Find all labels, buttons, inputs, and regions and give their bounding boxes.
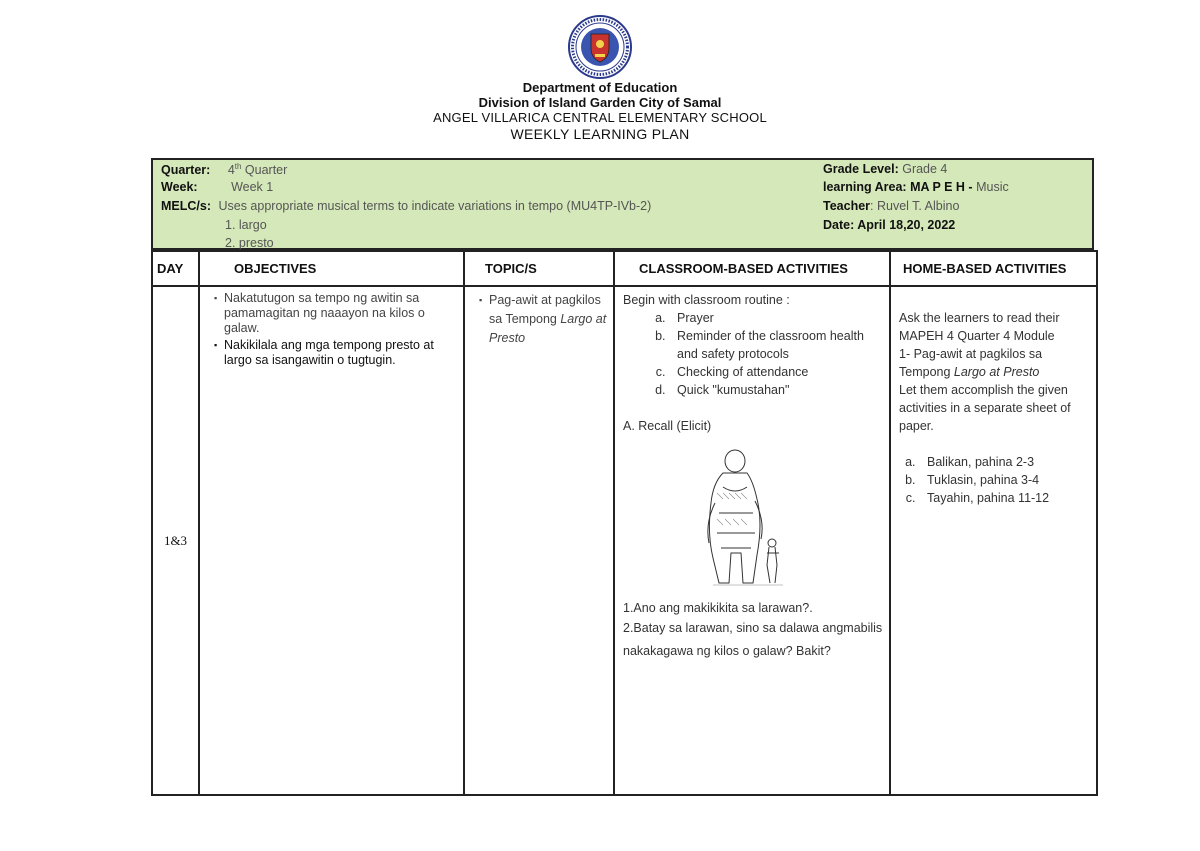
area-value: Music bbox=[976, 180, 1009, 194]
objectives-list bbox=[202, 291, 457, 368]
melc-item-2: 2. presto bbox=[225, 236, 274, 250]
home-task-item: a. Balikan, pahina 2-3 bbox=[919, 453, 1090, 471]
quarter-value bbox=[228, 163, 287, 177]
home-task-item: b. Tuklasin, pahina 3-4 bbox=[919, 471, 1090, 489]
objectives-cell bbox=[199, 286, 464, 795]
home-cell bbox=[890, 286, 1097, 795]
topics-list bbox=[467, 291, 607, 348]
home-instruction: Let them accomplish the given activities in a separate sheet of paper. bbox=[899, 383, 1071, 433]
header-classroom: CLASSROOM-BASED ACTIVITIES bbox=[614, 251, 890, 286]
home-task-item: c. Tayahin, pahina 11-12 bbox=[919, 489, 1090, 507]
plan-info-box bbox=[151, 158, 1094, 250]
quarter-number: 4 bbox=[227, 163, 235, 178]
routine-intro: Begin with classroom routine : bbox=[623, 293, 790, 307]
melc-label: MELC/s: bbox=[161, 199, 211, 213]
plan-title: WEEKLY LEARNING PLAN bbox=[510, 126, 690, 142]
week-value: Week 1 bbox=[231, 180, 274, 194]
teacher-value: : Ruvel T. Albino bbox=[870, 199, 960, 213]
routine-item: c. Checking of attendance bbox=[669, 363, 883, 381]
home-task-list bbox=[899, 453, 1090, 507]
quarter-sup: th bbox=[234, 162, 242, 171]
question-1: 1.Ano ang makikikita sa larawan?. bbox=[623, 601, 813, 615]
topic-item bbox=[479, 291, 607, 348]
grade-value: Grade 4 bbox=[902, 162, 948, 176]
giant-and-boy-illustration bbox=[693, 443, 803, 593]
header-objectives: OBJECTIVES bbox=[199, 251, 464, 286]
week-row bbox=[161, 180, 273, 194]
melc-row bbox=[161, 199, 651, 213]
header-home: HOME-BASED ACTIVITIES bbox=[890, 251, 1097, 286]
melc-item-1: 1. largo bbox=[225, 218, 267, 232]
date-row bbox=[823, 218, 955, 232]
header-topics: TOPIC/S bbox=[464, 251, 614, 286]
week-label: Week: bbox=[161, 180, 198, 194]
area-label: learning Area: bbox=[823, 180, 907, 194]
routine-item: b. Reminder of the classroom health and safety protocols bbox=[669, 327, 883, 363]
topic-text: Pag-awit at pagkilos sa Tempong bbox=[489, 293, 601, 326]
recall-heading: A. Recall (Elicit) bbox=[623, 419, 712, 433]
teacher-row bbox=[823, 199, 959, 213]
table-header-row bbox=[152, 251, 1097, 286]
area-row bbox=[823, 180, 1009, 194]
quarter-label: Quarter: bbox=[161, 163, 211, 178]
date-label: Date: April 18,20, 2022 bbox=[823, 218, 956, 232]
melc-value: Uses appropriate musical terms to indicate variations in tempo (MU4TP-IVb-2) bbox=[218, 199, 652, 213]
routine-item: a. Prayer bbox=[669, 309, 883, 327]
objective-item: ▪ Nakikilala ang mga tempong presto at largo sa isangawitin o tugtugin. bbox=[214, 338, 457, 368]
department-name: Department of Education bbox=[522, 80, 678, 95]
area-subject: MA P E H - bbox=[910, 180, 973, 194]
routine-list bbox=[623, 309, 883, 399]
day-cell: 1&3 bbox=[152, 286, 199, 795]
topic-italic: Largo at Presto bbox=[489, 312, 607, 345]
header-day: DAY bbox=[152, 251, 199, 286]
module-text: 1- Pag-awit at pagkilos sa Tempong bbox=[899, 347, 1043, 379]
question-2: 2.Batay sa larawan, sino sa dalawa angmabilis nakakagawa ng kilos o galaw? Bakit? bbox=[623, 621, 883, 658]
school-name: ANGEL VILLARICA CENTRAL ELEMENTARY SCHOOL bbox=[433, 110, 767, 125]
grade-row bbox=[823, 162, 947, 176]
objective-item: ▪ Nakatutugon sa tempo ng awitin sa pamamagitan ng naaayon na kilos o galaw. bbox=[214, 291, 457, 336]
grade-label: Grade Level: bbox=[823, 162, 899, 176]
teacher-label: Teacher bbox=[823, 199, 871, 213]
weekly-plan-table bbox=[151, 250, 1098, 796]
module-italic: Largo at Presto bbox=[953, 365, 1040, 379]
topics-cell bbox=[464, 286, 614, 795]
deped-seal-icon bbox=[567, 14, 633, 80]
document-header bbox=[0, 14, 1200, 143]
division-name: Division of Island Garden City of Samal bbox=[478, 95, 722, 110]
routine-item: d. Quick "kumustahan" bbox=[669, 381, 883, 399]
home-intro: Ask the learners to read their MAPEH 4 Quarter 4 Module bbox=[899, 311, 1060, 343]
table-row bbox=[152, 286, 1097, 795]
quarter-word: Quarter bbox=[241, 163, 288, 178]
home-module bbox=[899, 345, 1090, 381]
quarter-row bbox=[161, 162, 287, 177]
classroom-cell bbox=[614, 286, 890, 795]
